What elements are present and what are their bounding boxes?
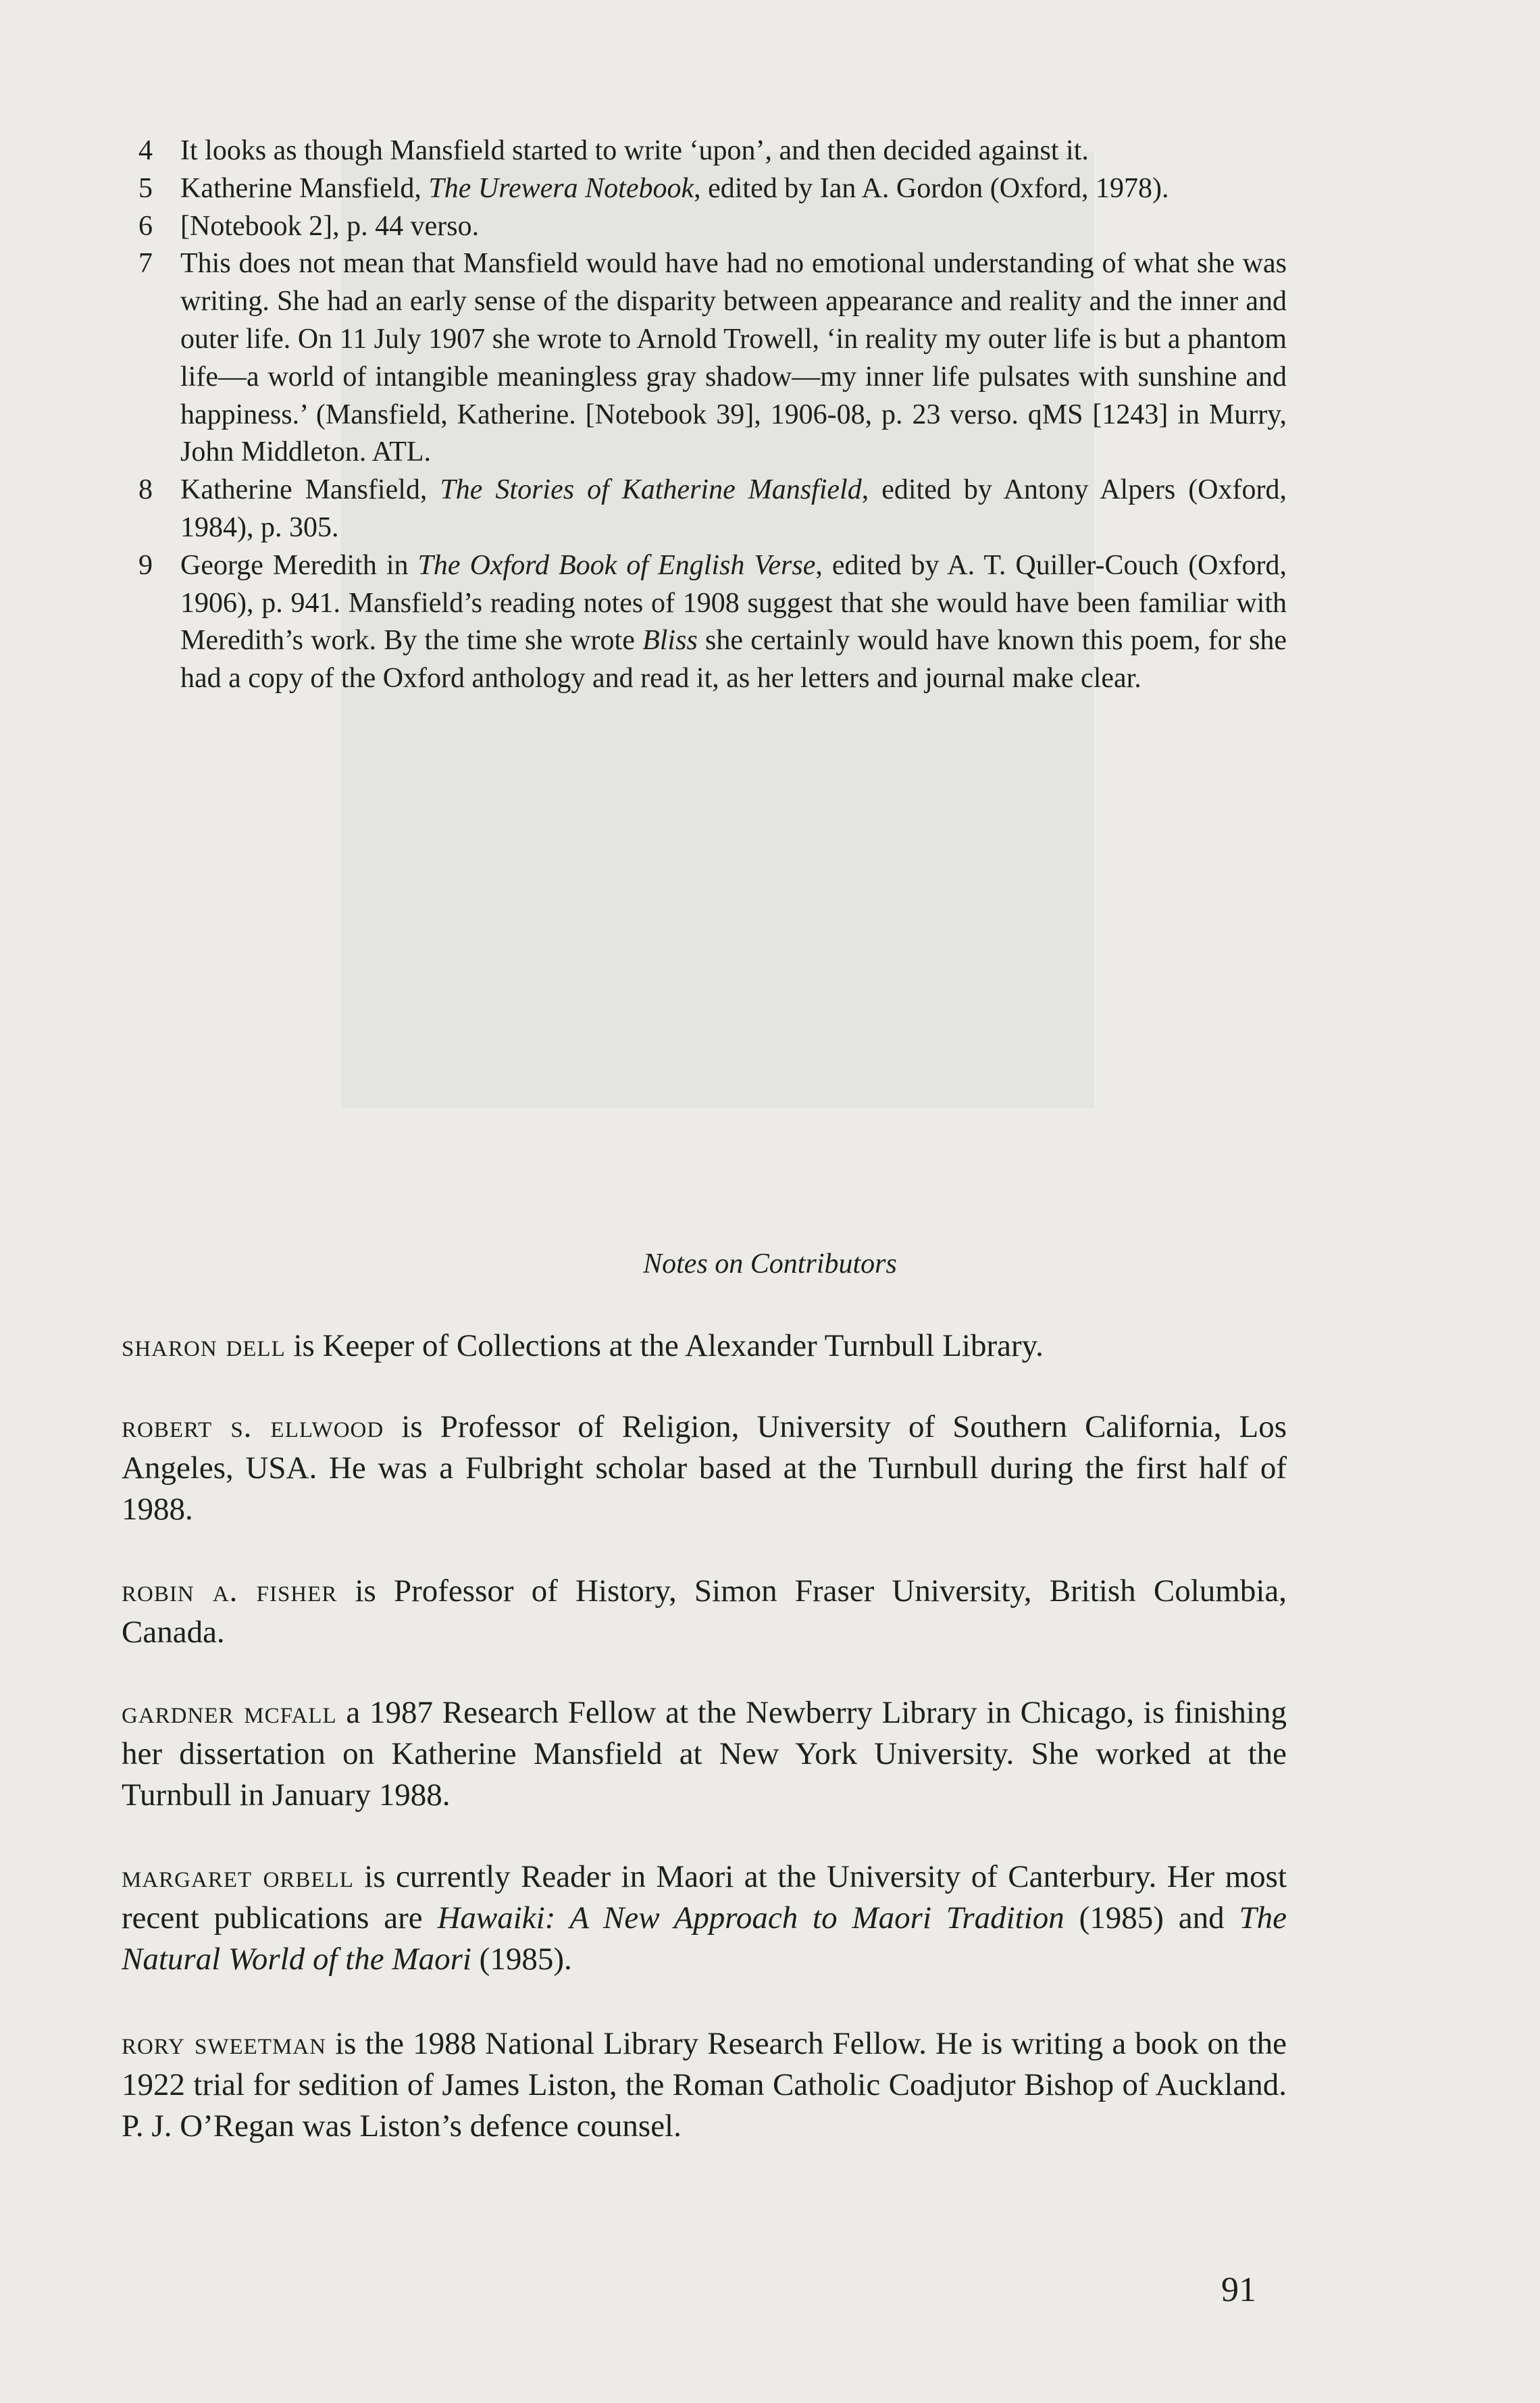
endnote-text: George Meredith in bbox=[180, 549, 418, 581]
contributor-bio: (1985) and bbox=[1064, 1900, 1239, 1936]
endnote bbox=[138, 208, 1287, 246]
contributor-bio: a 1987 Research Fellow at the Newberry Library in Chicago, is finishing her dissertation on Katherine Mansfield at New York University. She worked at the Turnbull in January 1988. bbox=[122, 1695, 1287, 1813]
book-title: The Stories of Katherine Mansfield bbox=[440, 474, 862, 506]
endnote-number: 5 bbox=[138, 172, 153, 204]
contributor-bio: is Keeper of Collections at the Alexander Turnbull Library. bbox=[285, 1328, 1044, 1363]
endnote bbox=[138, 132, 1287, 170]
endnote-text: , edited by Ian A. Gordon (Oxford, 1978). bbox=[694, 172, 1169, 204]
endnote-text: [Notebook 2], p. 44 verso. bbox=[180, 210, 480, 242]
endnote-text: she certainly would have known this poem, for she had a copy of the Oxford anthology and read it, as her letters and journal make clear. bbox=[180, 625, 1287, 694]
contributor-entry bbox=[122, 1856, 1287, 1980]
endnote-text: , edited by A. T. Quiller-Couch (Oxford, 1906), p. 941. Mansfield’s reading notes of 1908 suggest that she would have been familiar with Meredith’s work. By the time she wrote bbox=[180, 549, 1287, 657]
endnote bbox=[138, 170, 1287, 208]
contributor-name: gardner mcfall bbox=[122, 1695, 337, 1730]
endnotes-list bbox=[138, 132, 1287, 698]
endnote-text: It looks as though Mansfield started to write ‘upon’, and then decided against it. bbox=[180, 135, 1089, 166]
endnote-text: , edited by Antony Alpers (Oxford, 1984), p. 305. bbox=[180, 474, 1287, 543]
endnote-text: This does not mean that Mansfield would have had no emotional understanding of what she was writing. She had an early sense of the disparity between appearance and reality and the inner and outer life. On 11 July 1907 she wrote to Arnold Trowell, ‘in reality my outer life is but a phantom life—a world of intangible meaningless gray shadow—my inner life pulsates with sunshine and happiness.’ (Mansfield, Katherine. [Notebook 39], 1906-08, p. 23 verso. qMS [1243] in Murry, John Middleton. ATL. bbox=[180, 248, 1287, 468]
contributor-entry bbox=[122, 1325, 1287, 1367]
contributor-entry bbox=[122, 1692, 1287, 1816]
page-number: 91 bbox=[1221, 2271, 1256, 2309]
endnote-text: Katherine Mansfield, bbox=[180, 172, 429, 204]
contributor-name: robert s. ellwood bbox=[122, 1409, 384, 1444]
contributor-entry bbox=[122, 1407, 1287, 1530]
contributor-name: robin a. fisher bbox=[122, 1573, 338, 1609]
contributors-heading: Notes on Contributors bbox=[643, 1248, 897, 1280]
contributor-entry bbox=[122, 2023, 1287, 2147]
endnote bbox=[138, 547, 1287, 698]
contributor-name: sharon dell bbox=[122, 1328, 286, 1363]
endnote-number: 9 bbox=[138, 549, 153, 581]
contributor-name: margaret orbell bbox=[122, 1859, 354, 1894]
endnote-number: 8 bbox=[138, 474, 153, 506]
contributor-entry bbox=[122, 1571, 1287, 1653]
book-title: Bliss bbox=[642, 625, 698, 657]
endnote-text: Katherine Mansfield, bbox=[180, 474, 440, 506]
endnote-number: 7 bbox=[138, 248, 153, 280]
book-title: Hawaiki: A New Approach to Maori Tradition bbox=[437, 1900, 1064, 1936]
endnote bbox=[138, 472, 1287, 547]
contributor-bio: is Professor of History, Simon Fraser University, British Columbia, Canada. bbox=[122, 1573, 1287, 1650]
contributor-bio: (1985). bbox=[471, 1942, 572, 1977]
book-title: The Oxford Book of English Verse bbox=[417, 549, 816, 581]
endnote bbox=[138, 245, 1287, 472]
book-title: The Urewera Notebook bbox=[428, 172, 694, 204]
endnote-number: 6 bbox=[138, 210, 153, 242]
endnote-number: 4 bbox=[138, 135, 153, 166]
contributor-bio: is currently Reader in Maori at the University of Canterbury. Her most recent publications are bbox=[122, 1859, 1287, 1936]
contributor-name: rory sweetman bbox=[122, 2026, 326, 2061]
contributor-bio: is the 1988 National Library Research Fellow. He is writing a book on the 1922 trial for sedition of James Liston, the Roman Catholic Coadjutor Bishop of Auckland. P. J. O’Regan was Liston’s defence counsel. bbox=[122, 2026, 1287, 2144]
book-title: The Natural World of the Maori bbox=[122, 1900, 1287, 1977]
contributor-bio: is Professor of Religion, University of Southern California, Los Angeles, USA. He was a Fulbright scholar based at the Turnbull during the first half of 1988. bbox=[122, 1409, 1287, 1527]
